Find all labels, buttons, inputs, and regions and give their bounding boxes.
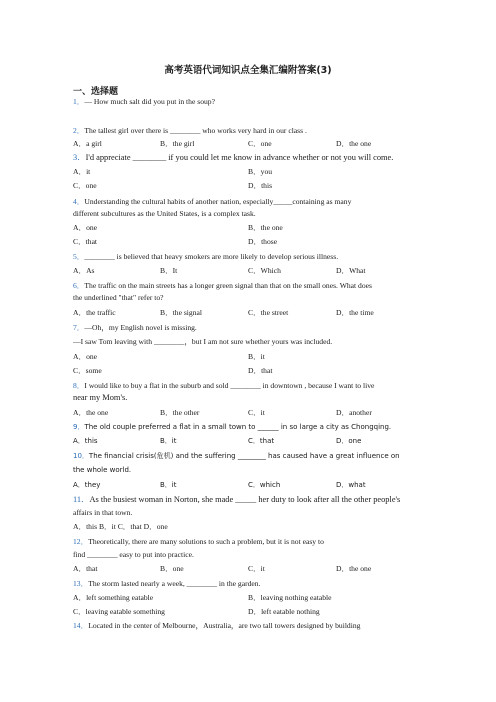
- question-text: As the busiest woman in Norton, she made _____ her duty to look after all the other people's: [89, 495, 401, 504]
- question-13: [73, 578, 425, 589]
- question-11: [73, 494, 425, 505]
- option-d[interactable]: D．left eatable nothing: [248, 607, 320, 616]
- question-text: — How much salt did you put in the soup?: [84, 97, 215, 106]
- question-number: 13．: [73, 579, 89, 588]
- option-d[interactable]: D．the one: [336, 564, 372, 573]
- option-b[interactable]: B．it: [160, 437, 177, 445]
- question-number: 8．: [73, 381, 85, 390]
- option-b[interactable]: B．the other: [160, 408, 200, 417]
- option-d[interactable]: D．the one: [336, 139, 372, 148]
- question-8: [73, 380, 425, 391]
- option-a[interactable]: A．one: [73, 352, 98, 361]
- question-2: [73, 125, 425, 136]
- option-b[interactable]: B．the girl: [160, 139, 195, 148]
- question-11-options[interactable]: A．this B．it C．that D．one: [73, 522, 168, 531]
- option-c[interactable]: C．some: [73, 366, 102, 375]
- option-d[interactable]: D．what: [336, 481, 366, 489]
- question-text: I'd appreciate ________ if you could let me know in advance whether or not you will come.: [85, 153, 394, 162]
- option-a[interactable]: A．this: [73, 437, 98, 445]
- option-c[interactable]: C．one: [248, 139, 272, 148]
- question-7-continued: —I saw Tom leaving with ________，but I am not sure whether yours was included.: [73, 337, 333, 346]
- question-3: [73, 152, 425, 163]
- question-text: Understanding the cultural habits of another nation, especially_____containing as many: [84, 197, 352, 206]
- option-b[interactable]: B．it: [160, 481, 177, 489]
- question-9: [73, 422, 425, 433]
- question-number: 1．: [73, 97, 85, 106]
- option-a[interactable]: A．they: [73, 481, 101, 489]
- option-c[interactable]: C．Which: [248, 266, 281, 275]
- option-c[interactable]: C．that: [248, 437, 275, 445]
- option-d[interactable]: D．another: [336, 408, 372, 417]
- question-number: 3．: [73, 153, 86, 162]
- option-b[interactable]: B．you: [248, 167, 273, 176]
- question-8-continued: near my Mom's.: [73, 393, 128, 402]
- question-1: [73, 96, 425, 107]
- question-number: 7．: [73, 323, 85, 332]
- question-6: [73, 280, 425, 291]
- option-b[interactable]: B．one: [160, 564, 184, 573]
- question-text: The financial crisis(危机) and the suffering ________ has caused have a great influence on: [88, 452, 400, 460]
- page-title: 高考英语代词知识点全集汇编附答案(3): [164, 65, 332, 76]
- question-number: 12．: [73, 537, 89, 546]
- option-b[interactable]: B．the one: [248, 223, 283, 232]
- option-a[interactable]: A．that: [73, 564, 98, 573]
- question-number: 4．: [73, 197, 85, 206]
- option-c[interactable]: C．leaving eatable something: [73, 607, 165, 616]
- question-text: The old couple preferred a flat in a small town to ______ in so large a city as Chongqing.: [84, 423, 392, 431]
- question-10-continued: the whole world.: [73, 466, 132, 474]
- option-d[interactable]: D．What: [336, 266, 366, 275]
- question-4-continued: different subcultures as the United States, is a complex task.: [73, 209, 256, 218]
- option-a[interactable]: A．it: [73, 167, 91, 176]
- option-c[interactable]: C．it: [248, 564, 265, 573]
- option-b[interactable]: B．the signal: [160, 308, 202, 317]
- question-14: [73, 620, 425, 631]
- option-d[interactable]: D．this: [248, 181, 273, 190]
- option-a[interactable]: A．the traffic: [73, 308, 116, 317]
- question-11-continued: affairs in that town.: [73, 508, 133, 517]
- option-b[interactable]: B．leaving nothing eatable: [248, 593, 332, 602]
- option-c[interactable]: C．one: [73, 181, 97, 190]
- question-text: Located in the center of Melbourne，Australia，are two tall towers designed by building: [88, 621, 361, 630]
- question-10: [73, 451, 425, 462]
- option-b[interactable]: B．It: [160, 266, 178, 275]
- question-7: [73, 322, 425, 333]
- question-number: 2．: [73, 126, 85, 135]
- option-a[interactable]: A．left something eatable: [73, 593, 154, 602]
- question-text: The storm lasted nearly a week, ________ in the garden.: [88, 579, 261, 588]
- question-text: I would like to buy a flat in the suburb and sold ________ in downtown , because I want to live: [84, 381, 375, 390]
- option-d[interactable]: D．the time: [336, 308, 374, 317]
- option-c[interactable]: C．it: [248, 408, 265, 417]
- question-text: —Oh，my English novel is missing.: [84, 323, 197, 332]
- option-a[interactable]: A．As: [73, 266, 95, 275]
- question-number: 14．: [73, 621, 89, 630]
- section-heading: 一、选择题: [73, 87, 119, 97]
- question-text: The traffic on the main streets has a longer green signal than that on the small ones. What does: [84, 281, 372, 290]
- question-12: [73, 536, 425, 547]
- option-d[interactable]: D．that: [248, 366, 273, 375]
- option-d[interactable]: D．one: [336, 437, 362, 445]
- option-a[interactable]: A．a girl: [73, 139, 102, 148]
- question-number: 9．: [73, 423, 85, 431]
- question-12-continued: find ________ easy to put into practice.: [73, 550, 194, 559]
- question-text: The tallest girl over there is ________ who works very hard in our class .: [84, 126, 307, 135]
- question-6-continued: the underlined "that" refer to?: [73, 293, 164, 302]
- option-b[interactable]: B．it: [248, 352, 265, 361]
- option-d[interactable]: D．those: [248, 237, 278, 246]
- question-number: 10．: [73, 452, 89, 460]
- option-c[interactable]: C．that: [73, 237, 98, 246]
- question-5: [73, 251, 425, 262]
- question-text: ________ is believed that heavy smokers are more likely to develop serious illness.: [84, 252, 339, 261]
- question-number: 6．: [73, 281, 85, 290]
- question-4: [73, 196, 425, 207]
- question-text: Theoretically, there are many solutions to such a problem, but it is not easy to: [88, 537, 324, 546]
- option-c[interactable]: C．the street: [248, 308, 289, 317]
- question-number: 11．: [73, 495, 90, 504]
- option-a[interactable]: A．the one: [73, 408, 109, 417]
- option-c[interactable]: C．which: [248, 481, 281, 489]
- option-a[interactable]: A．one: [73, 223, 98, 232]
- question-number: 5．: [73, 252, 85, 261]
